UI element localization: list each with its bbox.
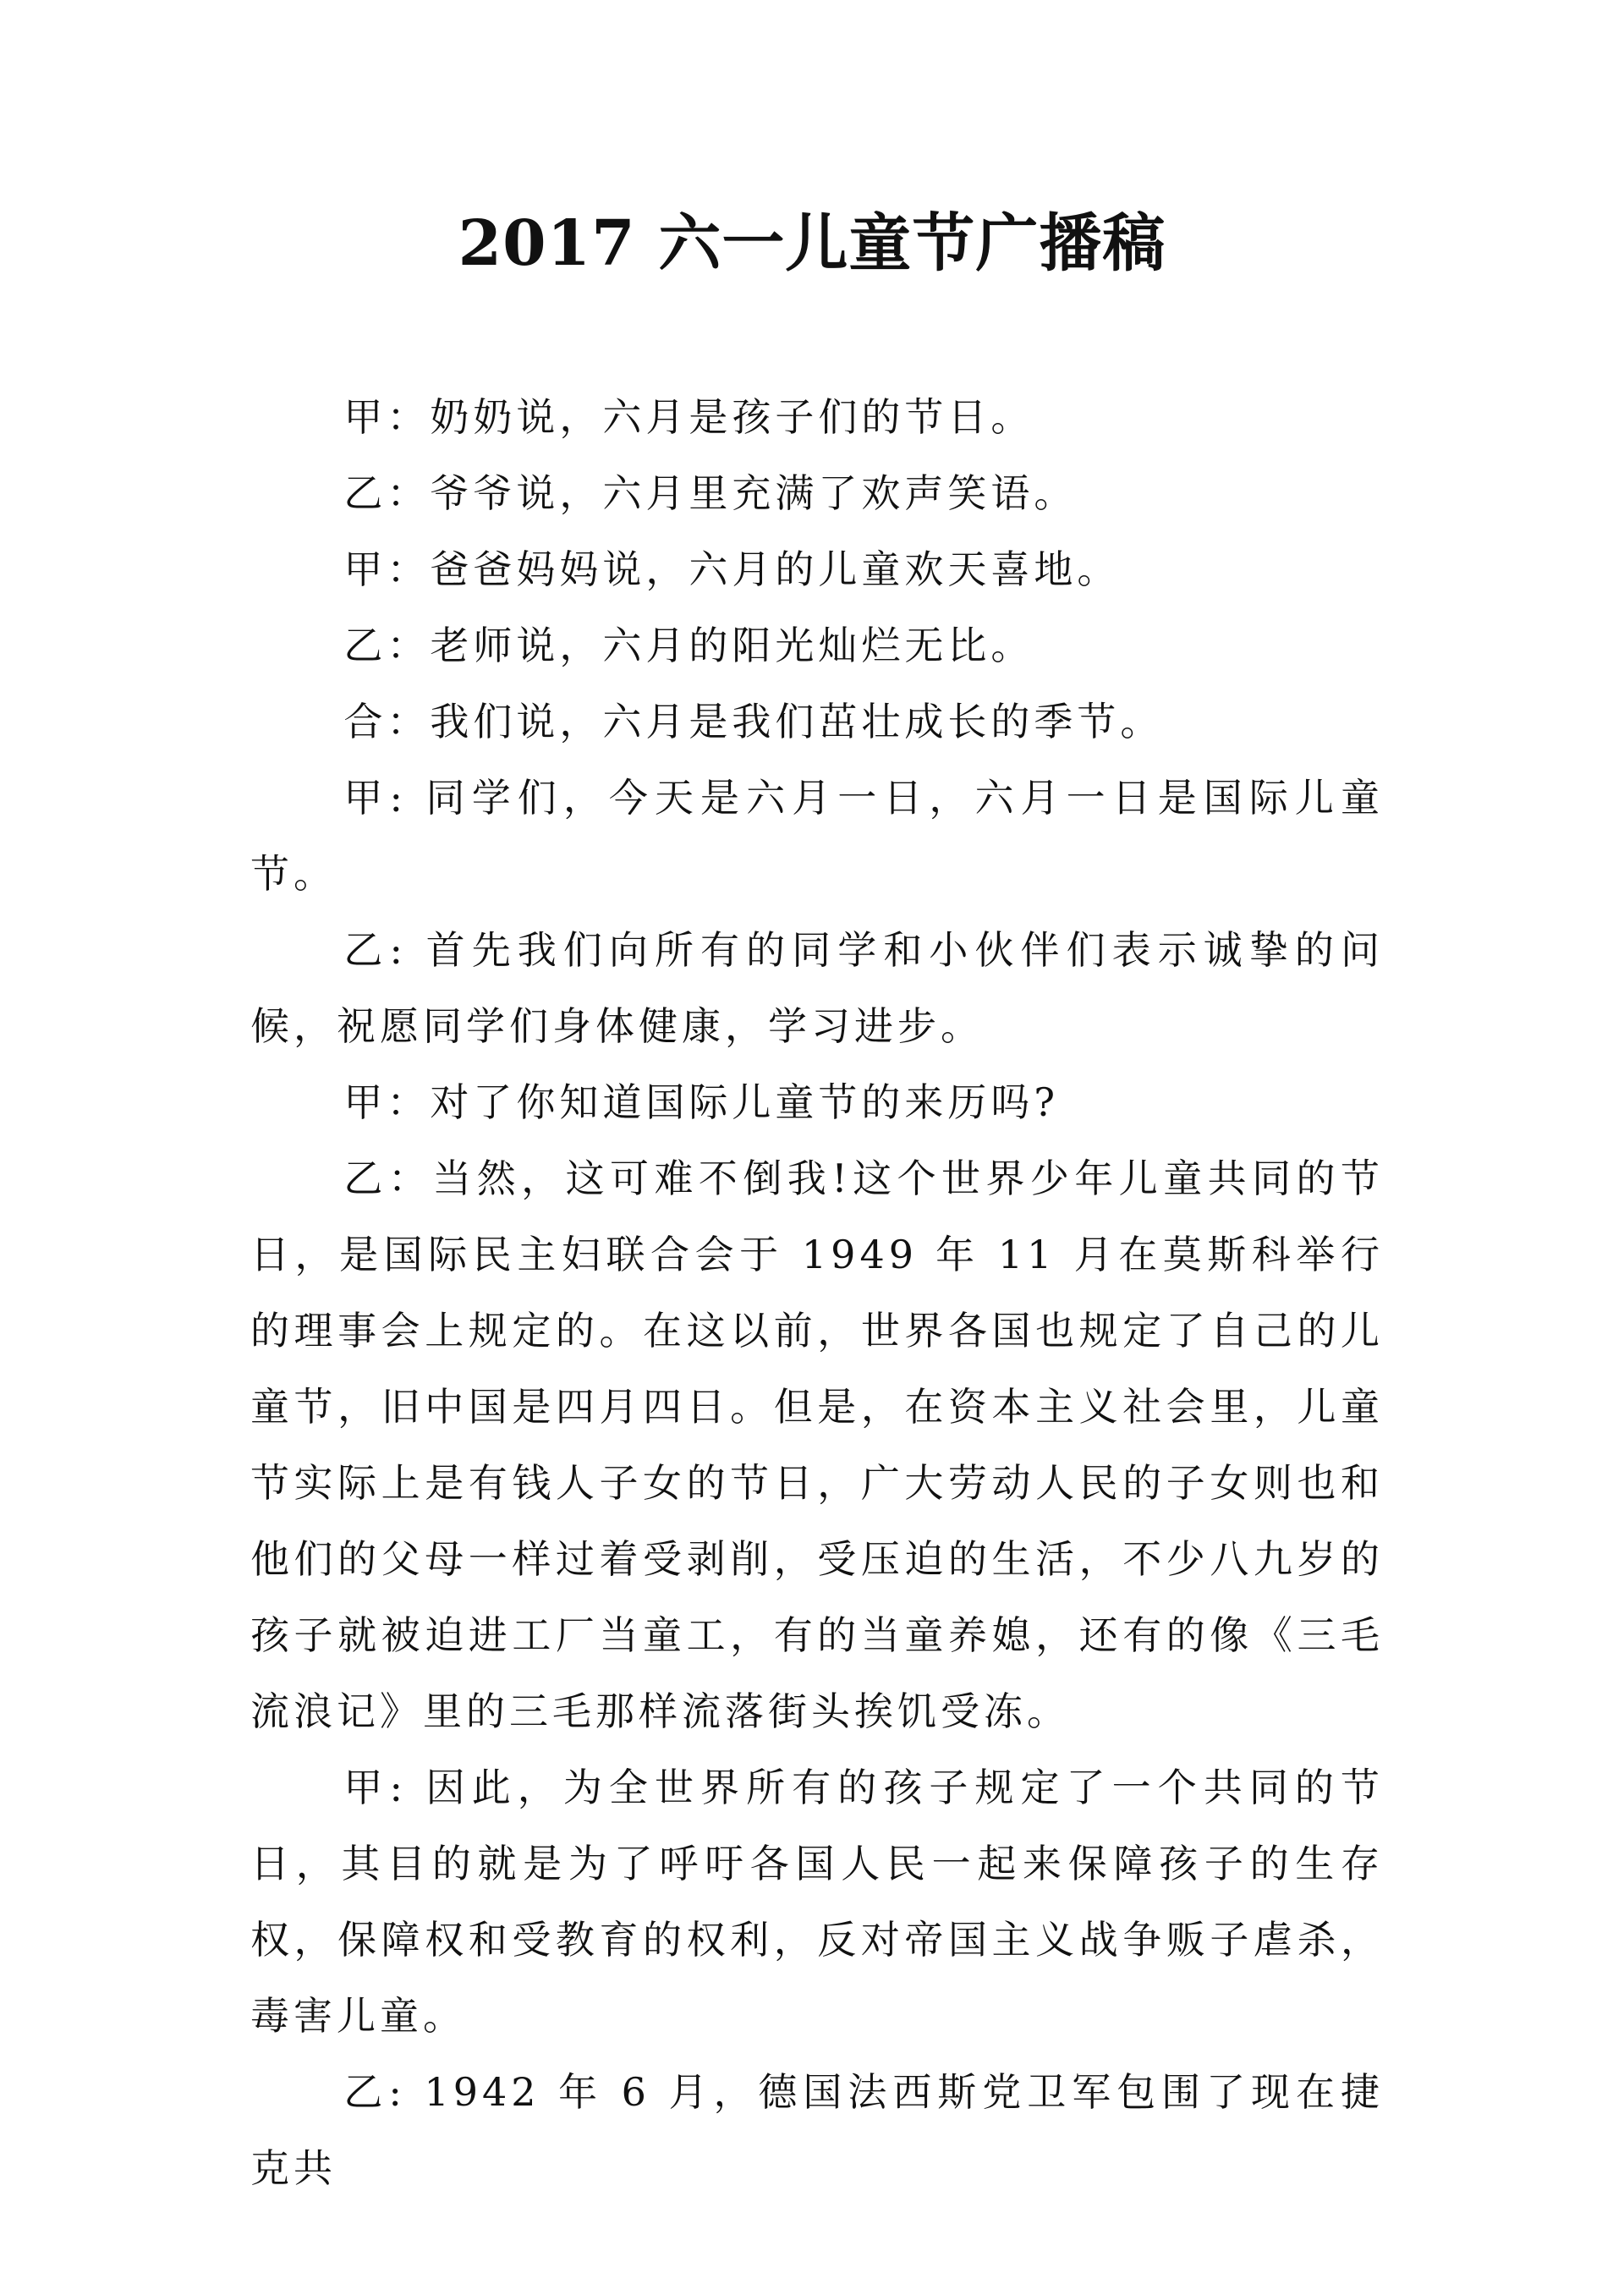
document-body bbox=[250, 379, 1384, 2206]
paragraph-5: 合：我们说，六月是我们茁壮成长的季节。 bbox=[343, 699, 1164, 744]
paragraph-4: 乙：老师说，六月的阳光灿烂无比。 bbox=[343, 623, 1034, 668]
paragraph-8: 甲：对了你知道国际儿童节的来历吗? bbox=[343, 1079, 1060, 1125]
paragraph-10: 甲: 因此，为全世界所有的孩子规定了一个共同的节日，其目的就是为了呼吁各国人民一起来保障孩子的生存权，保障权和受教育的权利，反对帝国主义战争贩子虐杀，毒害儿童。 bbox=[250, 1765, 1384, 2039]
paragraph-11: 乙: 1942 年 6 月，德国法西斯党卫军包围了现在捷克共 bbox=[250, 2069, 1384, 2191]
paragraph-2: 乙：爷爷说，六月里充满了欢声笑语。 bbox=[343, 470, 1078, 516]
paragraph-9: 乙：当然，这可难不倒我!这个世界少年儿童共同的节日，是国际民主妇联合会于 1949 年 11 月在莫斯科举行的理事会上规定的。在这以前，世界各国也规定了自己的儿童节，旧中国是四月四日。但是，在资本主义社会里，儿童节实际上是有钱人子女的节日，广大劳动人民的子女则也和他们的父母一样过着受剥削，受压迫的生活，不少八九岁的孩子就被迫进工厂当童工，有的当童养媳，还有的像《三毛流浪记》里的三毛那样流落街头挨饥受冻。 bbox=[250, 1156, 1384, 1734]
paragraph-7: 乙: 首先我们向所有的同学和小伙伴们表示诚挚的问候，祝愿同学们身体健康，学习进步。 bbox=[250, 927, 1384, 1049]
paragraph-3: 甲：爸爸妈妈说，六月的儿童欢天喜地。 bbox=[343, 546, 1121, 592]
document-title: 2017 六一儿童节广播稿 bbox=[458, 207, 1166, 280]
paragraph-6: 甲: 同学们，今天是六月一日，六月一日是国际儿童节。 bbox=[250, 775, 1384, 897]
paragraph-1: 甲：奶奶说，六月是孩子们的节日。 bbox=[343, 394, 1034, 440]
